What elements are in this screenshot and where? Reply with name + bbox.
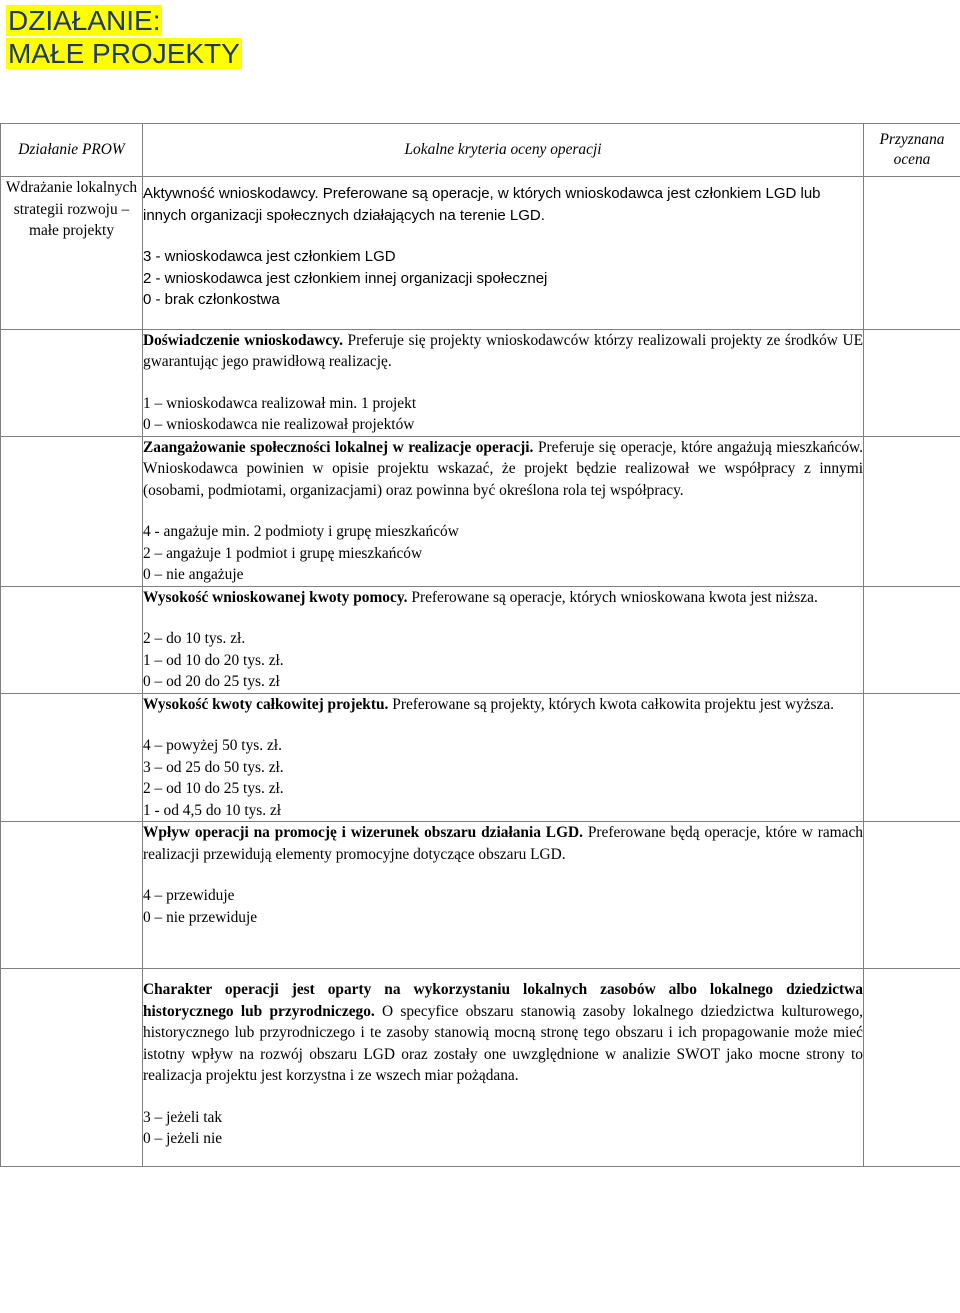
title-line-2: MAŁE PROJEKTY (8, 38, 240, 69)
criterion-description: O specyfice obszaru stanowią zasoby lokalnego dziedzictwa kulturowego, historycznego lub przyrodniczego i te zasoby stanowią mocną stronę tego obszaru i ich propagowanie może mieć istotny wpływ na rozwój obszaru LGD oraz zostały one uwzględnione w analizie SWOT jako mocne strony to realizacja projektu jest korzystna i ze wszech miar pożądana. (143, 1002, 863, 1084)
score-cell[interactable] (864, 586, 960, 693)
header-prow: Działanie PROW (1, 124, 143, 177)
score-cell[interactable] (864, 177, 960, 330)
score-option: 0 – od 20 do 25 tys. zł (143, 673, 280, 690)
score-option: 1 – od 10 do 20 tys. zł. (143, 651, 284, 669)
criterion-text (143, 822, 863, 865)
criterion-cell (143, 969, 864, 1167)
criterion-cell (143, 436, 864, 586)
criterion-text (143, 183, 863, 226)
criterion-heading: Wpływ operacji na promocję i wizerunek obszaru działania LGD. (143, 824, 584, 841)
criterion-description: Preferowane będą operacje, które w ramach realizacji przewidują elementy promocyjne dotyczące obszaru LGD. (143, 824, 863, 863)
criterion-cell (143, 822, 864, 969)
header-criteria: Lokalne kryteria oceny operacji (143, 124, 864, 177)
score-cell[interactable] (864, 969, 960, 1167)
prow-cell-empty (1, 969, 143, 1167)
criterion-heading: Zaangażowanie społeczności lokalnej w realizacje operacji. (143, 438, 534, 456)
criterion-row (1, 693, 960, 822)
title-line-1: DZIAŁANIE: (8, 5, 161, 36)
criterion-description: Preferowane są operacje, których wnioskowana kwota jest niższa. (411, 588, 818, 606)
score-option: 1 – wnioskodawca realizował min. 1 projekt (143, 394, 417, 412)
criterion-text (143, 587, 863, 609)
criterion-row (1, 329, 960, 436)
score-cell[interactable] (864, 822, 960, 969)
score-option: 0 – nie angażuje (143, 566, 244, 583)
criterion-text (143, 979, 863, 1087)
criterion-row (1, 969, 960, 1167)
score-option: 2 - wnioskodawca jest członkiem innej organizacji społecznej (143, 269, 548, 287)
score-option: 0 - brak członkostwa (143, 291, 280, 308)
prow-cell (1, 177, 143, 330)
criterion-cell (143, 329, 864, 436)
score-option: 4 - angażuje min. 2 podmioty i grupę mieszkańców (143, 523, 459, 540)
criterion-text (143, 694, 863, 716)
criterion-cell (143, 177, 864, 330)
criterion-description: Preferuje się projekty wnioskodawców którzy realizowali projekty ze środków UE gwarantując jego prawidłową realizację. (143, 331, 863, 370)
score-option: 0 – jeżeli nie (143, 1130, 223, 1147)
prow-label: Wdrażanie lokalnych strategii rozwoju – małe projekty (5, 179, 138, 239)
score-cell[interactable] (864, 693, 960, 822)
score-option: 0 – wnioskodawca nie realizował projektów (143, 416, 415, 433)
criterion-text (143, 437, 863, 502)
criterion-heading: Doświadczenie wnioskodawcy. (143, 331, 343, 349)
page-title (6, 4, 242, 70)
score-option: 2 – do 10 tys. zł. (143, 630, 246, 647)
criterion-heading: Wysokość kwoty całkowitej projektu. (143, 695, 389, 713)
prow-cell-empty (1, 693, 143, 822)
score-option: 1 - od 4,5 do 10 tys. zł (143, 801, 282, 819)
criterion-row (1, 177, 960, 330)
criterion-heading: Wysokość wnioskowanej kwoty pomocy. (143, 588, 408, 606)
criterion-cell (143, 586, 864, 693)
criterion-description: Preferowane są operacje, w których wnioskodawca jest członkiem LGD lub innych organizacji społecznych działających na terenie LGD. (143, 185, 821, 224)
criterion-row (1, 822, 960, 969)
score-option: 3 - wnioskodawca jest członkiem LGD (143, 248, 396, 265)
criterion-heading: Charakter operacji jest oparty na wykorzystaniu lokalnych zasobów albo lokalnego dziedzictwa historycznego lub przyrodniczego. (143, 981, 863, 1020)
criterion-text (143, 330, 863, 373)
criterion-row (1, 436, 960, 586)
prow-cell-empty (1, 436, 143, 586)
criterion-heading: Aktywność wnioskodawcy. (143, 185, 319, 202)
prow-cell-empty (1, 586, 143, 693)
score-option: 0 – nie przewiduje (143, 908, 258, 926)
prow-cell-empty (1, 329, 143, 436)
criterion-description: Preferuje się operacje, które angażują mieszkańców. Wnioskodawca powinien w opisie projektu wskazać, że projekt będzie realizował we współpracy z innymi (osobami, podmiotami, organizacjami) oraz powinna być określona rola tej współpracy. (143, 438, 863, 499)
header-score: Przyznana ocena (864, 124, 960, 177)
criterion-cell (143, 693, 864, 822)
header-row (1, 124, 960, 177)
score-option: 2 – angażuje 1 podmiot i grupę mieszkańców (143, 544, 423, 562)
criterion-description: Preferowane są projekty, których kwota całkowita projektu jest wyższa. (392, 695, 835, 713)
prow-cell-empty (1, 822, 143, 969)
criteria-table (0, 123, 960, 1167)
score-cell[interactable] (864, 329, 960, 436)
score-option: 4 – przewiduje (143, 887, 235, 904)
score-option: 3 – od 25 do 50 tys. zł. (143, 758, 284, 776)
score-option: 4 – powyżej 50 tys. zł. (143, 737, 282, 754)
score-cell[interactable] (864, 436, 960, 586)
criterion-row (1, 586, 960, 693)
score-option: 3 – jeżeli tak (143, 1108, 223, 1126)
score-option: 2 – od 10 do 25 tys. zł. (143, 780, 284, 797)
